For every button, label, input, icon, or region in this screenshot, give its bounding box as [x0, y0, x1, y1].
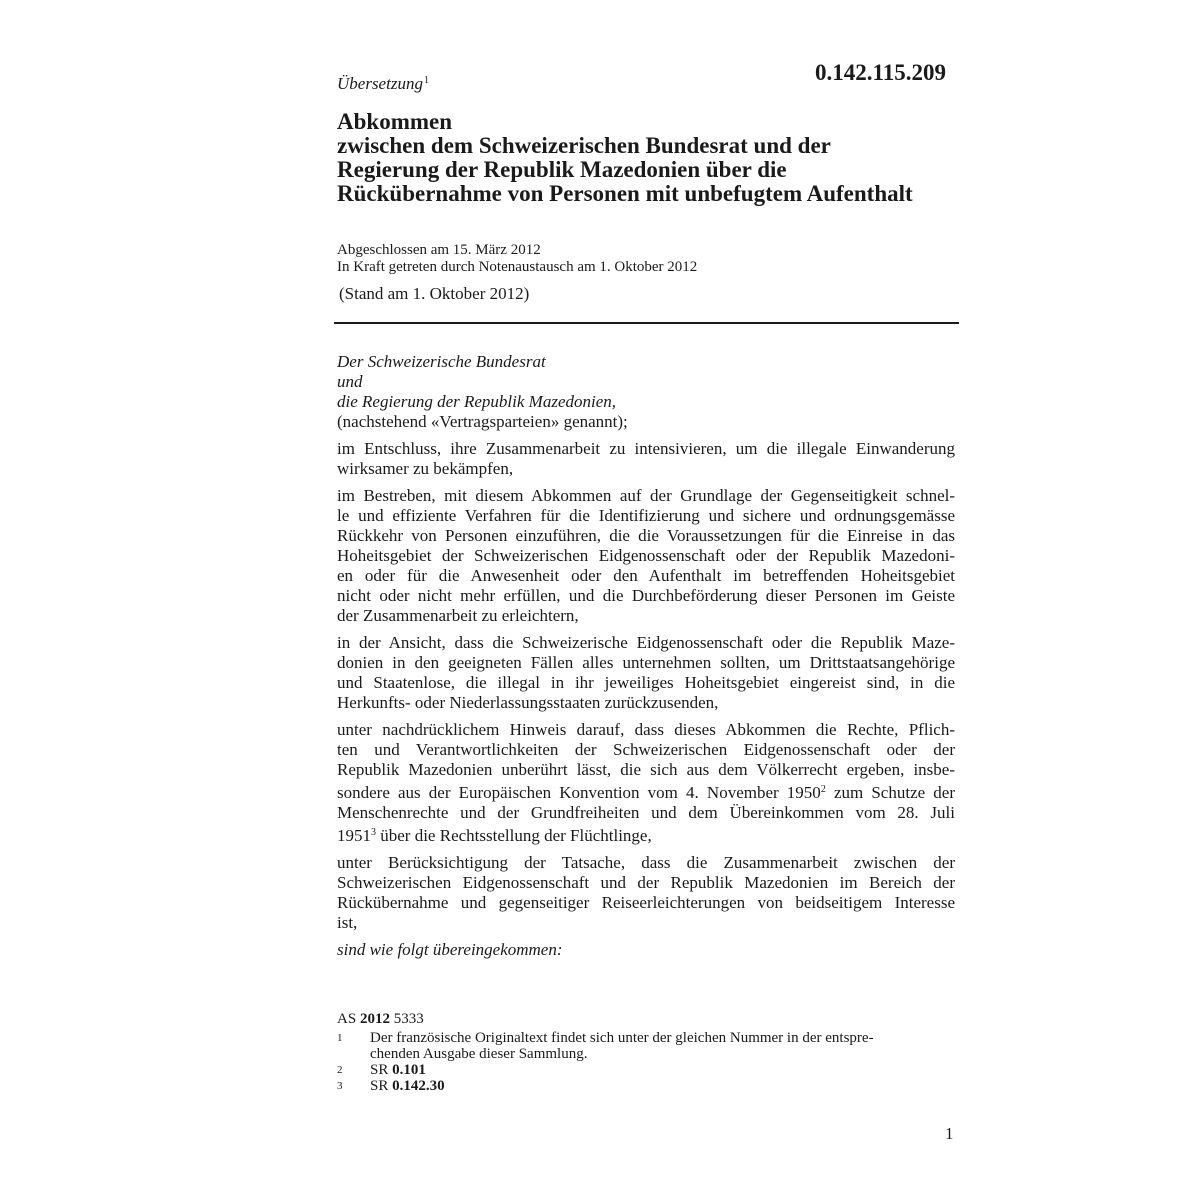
paragraph-line: en oder für die Anwesenheit oder den Aufenthalt im betreffenden Hoheitsgebiet	[337, 566, 955, 585]
paragraph-line: Menschenrechte und der Grundfreiheiten und dem Übereinkommen vom 28. Juli	[337, 803, 955, 822]
as-page: 5333	[389, 1011, 424, 1027]
paragraph-line: nicht oder nicht mehr erfüllen, und die Durchbeförderung dieser Personen im Geiste	[337, 586, 955, 605]
paragraph-line: unter Berücksichtigung der Tatsache, dass die Zusammenarbeit zwischen der	[337, 853, 955, 872]
paragraph-line: in der Ansicht, dass die Schweizerische Eidgenossenschaft oder die Republik Maze-	[337, 633, 955, 652]
paragraph-line	[337, 780, 955, 803]
paragraph-line: im Bestreben, mit diesem Abkommen auf der Grundlage der Gegenseitigkeit schnel-	[337, 486, 955, 505]
preamble-paragraph-1	[337, 439, 955, 479]
line-part: zum Schutze der	[825, 783, 955, 802]
line-part: sondere aus der Europäischen Konvention vom 4. November 1950	[337, 783, 821, 802]
preamble-paragraph-4	[337, 720, 955, 846]
paragraph-line: Rückkehr von Personen einzuführen, die die Voraussetzungen für die Einreise in das	[337, 526, 955, 545]
parties-designation: (nachstehend «Vertragsparteien» genannt);	[337, 412, 628, 431]
paragraph-line: unter nachdrücklichem Hinweis darauf, dass dieses Abkommen die Rechte, Pflich-	[337, 720, 955, 739]
preamble-paragraph-3	[337, 633, 955, 713]
as-prefix: AS	[337, 1011, 360, 1027]
line-part: über die Rechtsstellung der Flüchtlinge,	[376, 826, 652, 845]
line-part: 1951	[337, 826, 371, 845]
status-date: (Stand am 1. Oktober 2012)	[339, 284, 530, 303]
footnote-number: 3	[337, 1080, 343, 1092]
paragraph-line: Hoheitsgebiet der Schweizerischen Eidgenossenschaft oder der Republik Mazedoni-	[337, 546, 955, 565]
footnote-ref-1: 1	[423, 75, 429, 86]
preamble	[337, 352, 955, 960]
footnote-sr: 0.142.30	[392, 1078, 445, 1094]
paragraph-line: Schweizerischen Eidgenossenschaft und der Republik Mazedonien im Bereich der	[337, 873, 955, 892]
paragraph-line: donien in den geeigneten Fällen alles unternehmen sollten, um Drittstaatsangehörige	[337, 653, 955, 672]
closing-formula: sind wie folgt übereingekommen:	[337, 940, 563, 959]
footnote-line: Der französische Originaltext findet sich unter der gleichen Nummer in der entspre-	[370, 1030, 874, 1046]
translation-label	[337, 74, 429, 94]
footnote-prefix: SR	[370, 1078, 393, 1094]
sr-number: 0.142.115.209	[815, 60, 946, 85]
party-2: die Regierung der Republik Mazedonien,	[337, 392, 617, 411]
title-line-1: Abkommen	[337, 109, 453, 134]
footnote-ref-3: 3	[371, 827, 376, 838]
title-line-4: Rückübernahme von Personen mit unbefugtem Aufenthalt	[337, 181, 913, 206]
title-line-3: Regierung der Republik Mazedonien über die	[337, 157, 787, 182]
paragraph-line	[337, 823, 955, 846]
preamble-paragraph-2	[337, 486, 955, 626]
footnotes	[337, 1011, 957, 1094]
as-year: 2012	[359, 1011, 390, 1027]
footnote-prefix: SR	[370, 1062, 393, 1078]
paragraph-line: le und effiziente Verfahren für die Identifizierung und sichere und ordnungsgemässe	[337, 506, 955, 525]
footnote-sr: 0.101	[392, 1062, 426, 1078]
in-force-date: In Kraft getreten durch Notenaustausch am 1. Oktober 2012	[337, 259, 698, 275]
paragraph-line: Republik Mazedonien unberührt lässt, die sich aus dem Völkerrecht ergeben, insbe-	[337, 760, 955, 779]
page-number: 1	[945, 1124, 954, 1143]
footnote-2	[337, 1062, 957, 1078]
footnote-ref-2: 2	[820, 784, 826, 795]
document-title	[337, 110, 977, 206]
footnote-line: chenden Ausgabe dieser Sammlung.	[370, 1046, 588, 1062]
document-meta	[337, 242, 697, 276]
paragraph-line: Herkunfts- oder Niederlassungsstaaten zurückzusenden,	[337, 693, 719, 712]
concluded-date: Abgeschlossen am 15. März 2012	[337, 242, 541, 258]
footnote-number: 1	[337, 1032, 343, 1044]
party-1: Der Schweizerische Bundesrat	[337, 352, 546, 371]
paragraph-line: und Staatenlose, die illegal in ihr jeweiliges Hoheitsgebiet eingereist sind, in die	[337, 673, 955, 692]
conjunction: und	[337, 372, 363, 391]
paragraph-line: ist,	[337, 913, 358, 932]
footnote-text	[370, 1062, 957, 1078]
paragraph-line: im Entschluss, ihre Zusammenarbeit zu intensivieren, um die illegale Einwanderung	[337, 439, 955, 458]
title-line-2: zwischen dem Schweizerischen Bundesrat und der	[337, 133, 831, 158]
preamble-paragraph-5	[337, 853, 955, 933]
footnote-text	[370, 1030, 957, 1062]
paragraph-line: Rückübernahme und gegenseitiger Reiseerleichterungen von beidseitigem Interesse	[337, 893, 955, 912]
as-reference	[337, 1011, 957, 1027]
footnote-text	[370, 1078, 957, 1094]
header-rule	[334, 322, 959, 324]
paragraph-line: der Zusammenarbeit zu erleichtern,	[337, 606, 579, 625]
footnote-3	[337, 1078, 957, 1094]
footnote-1	[337, 1030, 957, 1062]
paragraph-line: ten und Verantwortlichkeiten der Schweizerischen Eidgenossenschaft oder der	[337, 740, 955, 759]
paragraph-line: wirksamer zu bekämpfen,	[337, 459, 514, 478]
footnote-number: 2	[337, 1064, 343, 1076]
translation-label-text: Übersetzung	[337, 74, 423, 93]
